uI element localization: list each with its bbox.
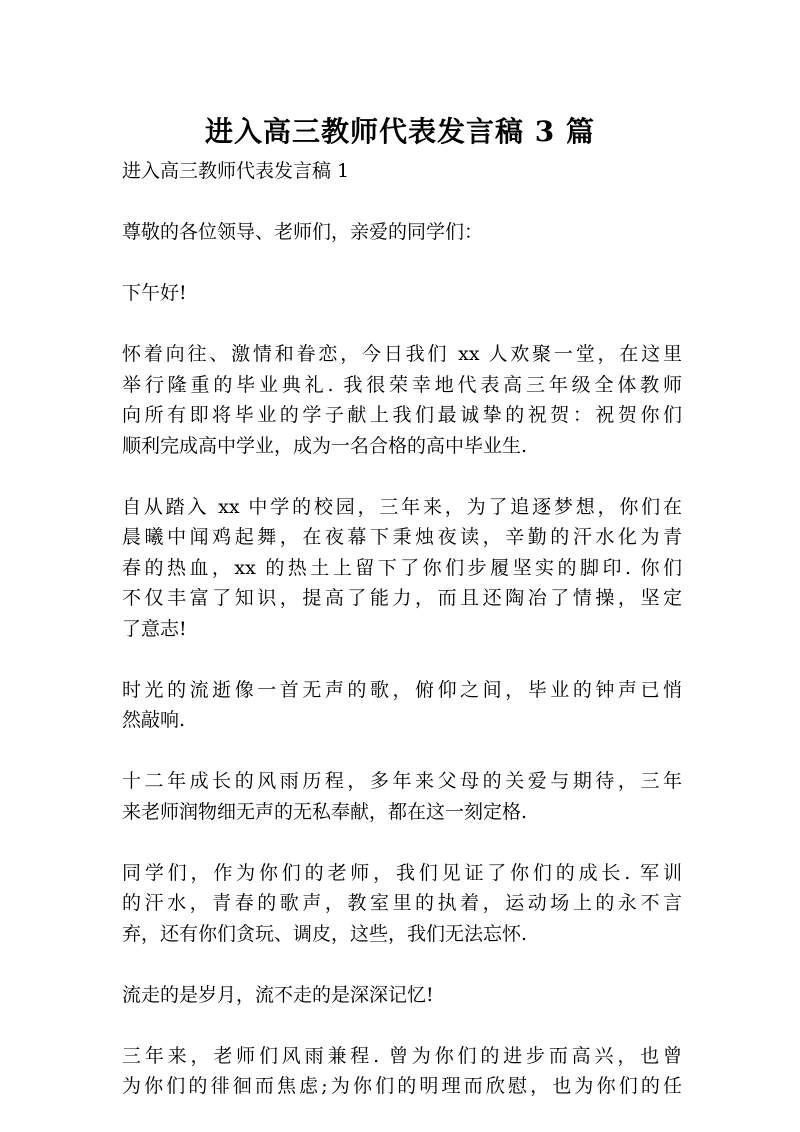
paragraph-line: 弃，还有你们贪玩、调皮，这些，我们无法忘怀. <box>122 922 528 945</box>
paragraph-line: 十二年成长的风雨历程，多年来父母的关爱与期待，三年 <box>122 770 682 792</box>
paragraph <box>122 1041 682 1102</box>
paragraph <box>122 278 682 309</box>
paragraph-line: 向所有即将毕业的学子献上我们最诚挚的祝贺：祝贺你们 <box>122 404 682 426</box>
paragraph-line: 春的热血，xx 的热土上留下了你们步履坚实的脚印. 你们 <box>122 556 682 579</box>
paragraph-line: 举行隆重的毕业典礼. 我很荣幸地代表高三年级全体教师 <box>122 373 682 396</box>
paragraph-line: 为你们的徘徊而焦虑;为你们的明理而欣慰，也为你们的任 <box>122 1075 682 1097</box>
paragraph <box>122 858 682 950</box>
paragraph-list <box>122 217 682 1102</box>
paragraph-line: 三年来，老师们风雨兼程. 曾为你们的进步而高兴，也曾 <box>122 1044 682 1067</box>
paragraph-line: 了意志! <box>122 617 187 640</box>
paragraph-line: 时光的流逝像一首无声的歌，俯仰之间，毕业的钟声已悄 <box>122 678 682 701</box>
paragraph <box>122 675 682 736</box>
paragraph-line: 怀着向往、激情和眷恋，今日我们 xx 人欢聚一堂，在这里 <box>122 343 682 365</box>
paragraph-line: 流走的是岁月，流不走的是深深记忆! <box>122 983 434 1006</box>
paragraph-line: 晨曦中闻鸡起舞，在夜幕下秉烛夜读，辛勤的汗水化为青 <box>122 526 682 548</box>
paragraph-line: 的汗水，青春的歌声，教室里的执着，运动场上的永不言 <box>122 892 682 914</box>
document-body <box>122 156 682 1132</box>
section-heading <box>122 156 682 187</box>
paragraph-line: 不仅丰富了知识，提高了能力，而且还陶冶了情操，坚定 <box>122 587 682 609</box>
paragraph-line: 下午好! <box>122 282 187 304</box>
paragraph-line: 同学们，作为你们的老师，我们见证了你们的成长. 军训 <box>122 861 682 884</box>
paragraph-line: 然敲响. <box>122 709 186 731</box>
paragraph-line: 来老师润物细无声的无私奉献，都在这一刻定格. <box>122 800 528 823</box>
paragraph <box>122 217 682 248</box>
document-title: 进入高三教师代表发言稿 3 篇 <box>205 115 595 148</box>
paragraph <box>122 980 682 1011</box>
paragraph-line: 自从踏入 xx 中学的校园，三年来，为了追逐梦想，你们在 <box>122 495 682 518</box>
paragraph <box>122 766 682 827</box>
paragraph-line: 顺利完成高中学业，成为一名合格的高中毕业生. <box>122 434 528 457</box>
paragraph <box>122 492 682 645</box>
section-heading-text: 进入高三教师代表发言稿 1 <box>122 160 350 182</box>
paragraph <box>122 339 682 461</box>
paragraph-line: 尊敬的各位领导、老师们，亲爱的同学们： <box>122 221 484 243</box>
